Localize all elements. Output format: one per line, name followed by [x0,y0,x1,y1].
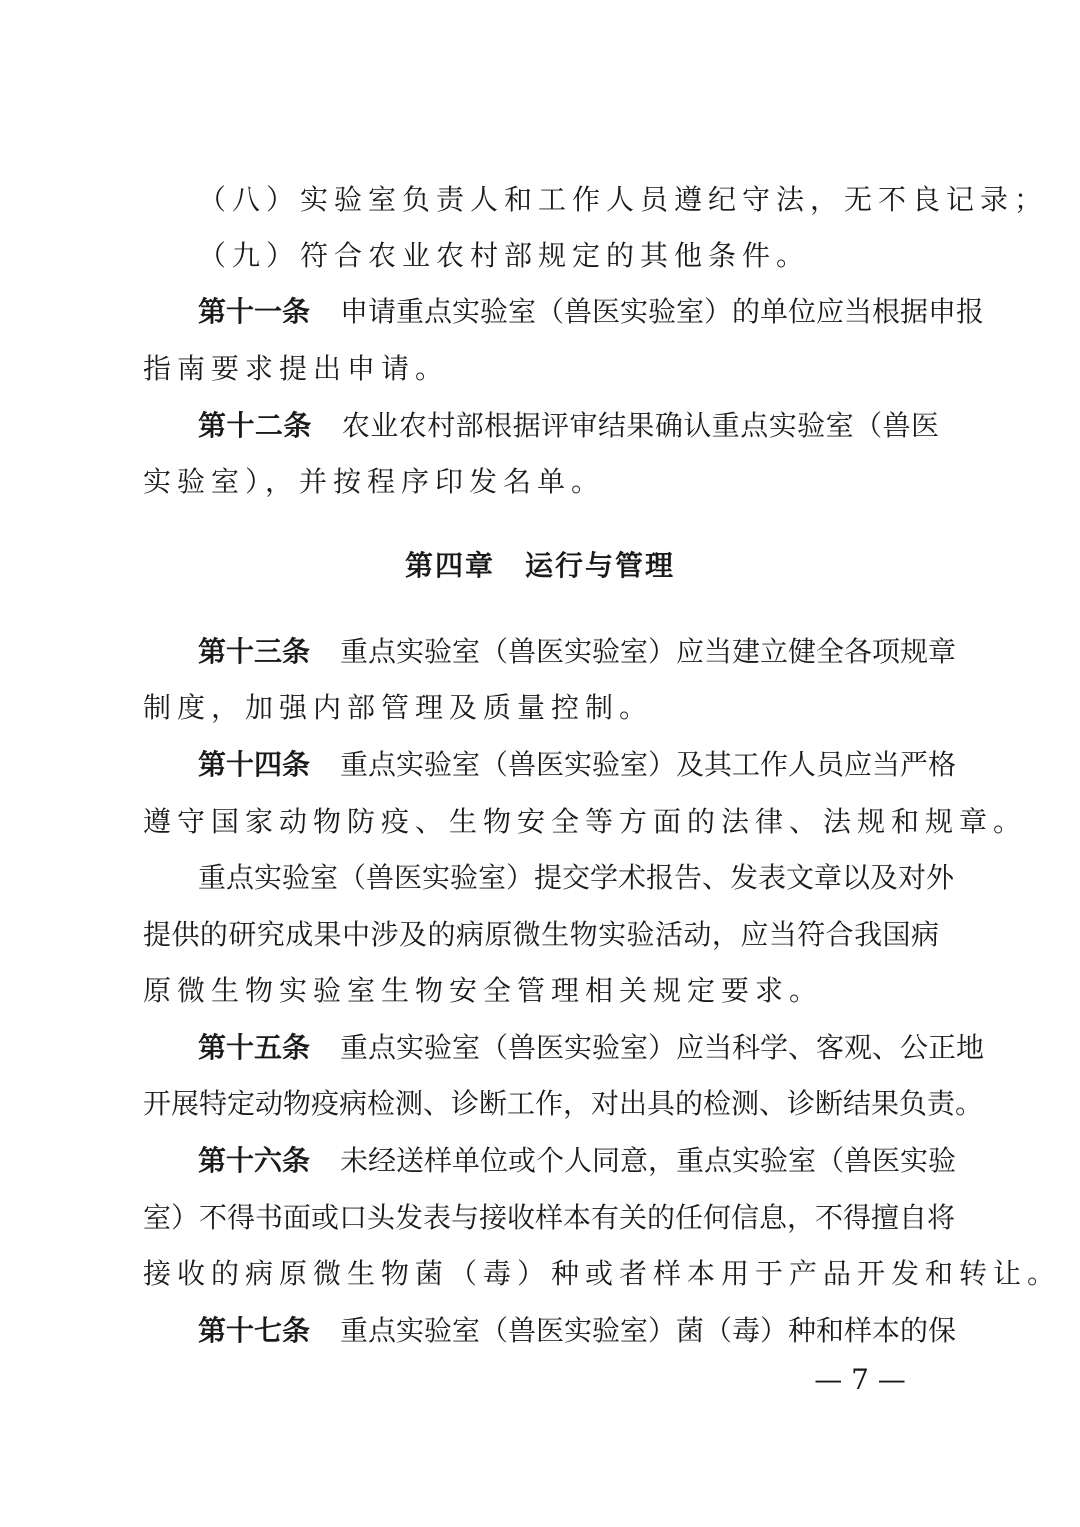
article-12-line-1 [198,406,939,446]
article-13-line-2 [143,688,939,728]
article-15-line-2 [143,1084,984,1124]
article-number: 第十五条 [198,1031,311,1064]
article-15-line-1 [198,1028,985,1068]
article-14-line-1 [198,745,957,785]
article-number: 第十三条 [198,635,311,668]
line-text: 农业农村部根据评审结果确认重点实验室（兽医 [341,409,939,442]
line-text: 重点实验室（兽医实验室）及其工作人员应当严格 [340,748,957,781]
line-text: 开展特定动物疫病检测、诊断工作，对出具的检测、诊断结果负责。 [143,1087,984,1120]
article-16-line-2 [143,1198,956,1238]
line-text: 制度，加强内部管理及质量控制。 [143,691,654,724]
paragraph-line [198,858,955,898]
line-text: 申请重点实验室（兽医实验室）的单位应当根据申报 [340,295,985,328]
line-text: 提供的研究成果中涉及的病原微生物实验活动，应当符合我国病 [143,918,939,951]
line-text: 实验室），并按程序印发名单。 [143,465,606,498]
line-text: 未经送样单位或个人同意，重点实验室（兽医实验 [340,1144,957,1177]
line-text: 室）不得书面或口头发表与接收样本有关的任何信息，不得擅自将 [143,1201,956,1234]
line-text: 重点实验室（兽医实验室）菌（毒）种和样本的保 [340,1314,957,1347]
line-text: 重点实验室（兽医实验室）应当建立健全各项规章 [340,635,957,668]
article-16-line-3 [143,1254,1062,1294]
line-text: 遵守国家动物防疫、生物安全等方面的法律、法规和规章。 [143,805,1028,838]
line-text: 指南要求提出申请。 [143,352,450,385]
paragraph-line [198,180,1049,220]
article-number: 第十一条 [198,295,311,328]
line-text: 接收的病原微生物菌（毒）种或者样本用于产品开发和转让。 [143,1257,1062,1290]
article-number: 第十四条 [198,748,311,781]
article-number: 第十六条 [198,1144,311,1177]
article-17-line-1 [198,1311,957,1351]
paragraph-line [143,971,939,1011]
page-number: — 7 — [814,1363,906,1396]
paragraph-line [198,236,939,276]
line-text: 原微生物实验室生物安全管理相关规定要求。 [143,974,824,1007]
line-text: （九）符合农业农村部规定的其他条件。 [198,239,811,272]
article-13-line-1 [198,632,957,672]
article-11-line-1 [198,292,985,332]
line-text: 重点实验室（兽医实验室）提交学术报告、发表文章以及对外 [198,861,955,894]
line-text: （八）实验室负责人和工作人员遵纪守法，无不良记录； [198,183,1049,216]
article-number: 第十二条 [198,409,312,442]
paragraph-line [143,915,939,955]
chapter-heading: 第四章 运行与管理 [404,549,675,582]
article-14-line-2 [143,802,1028,842]
article-12-line-2 [143,462,939,502]
article-16-line-1 [198,1141,957,1181]
article-number: 第十七条 [198,1314,311,1347]
line-text: 重点实验室（兽医实验室）应当科学、客观、公正地 [340,1031,985,1064]
article-11-line-2 [143,349,939,389]
